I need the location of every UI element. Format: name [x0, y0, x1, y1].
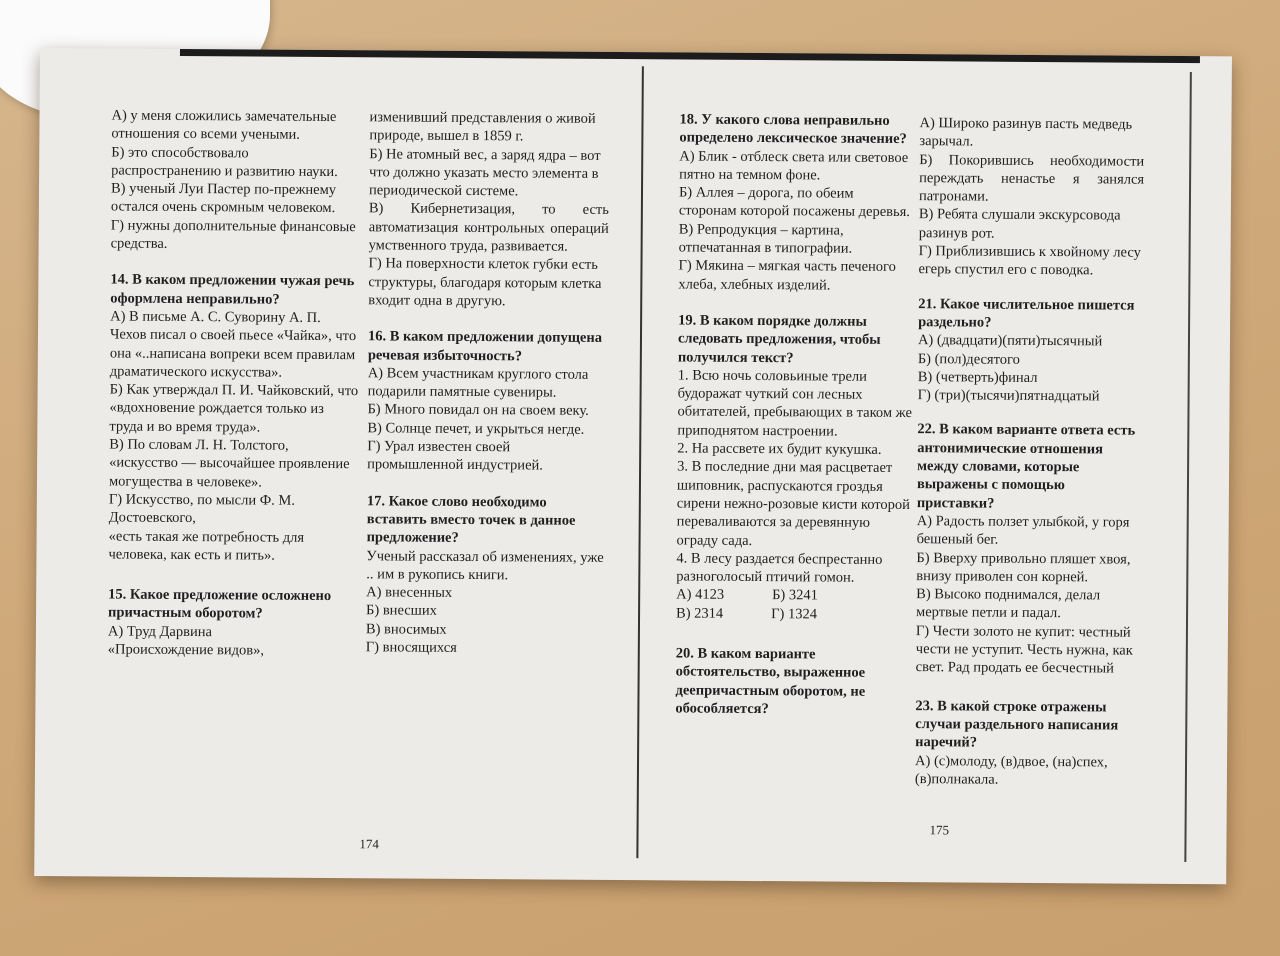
question-16: 16. В каком предложении допущена речевая избыточность?	[367, 328, 603, 364]
text-line: Б) Покорившись необходимости переждать ненастье я занялся патронами.	[918, 151, 1145, 205]
page-number-left: 174	[359, 836, 380, 852]
option: Г) Урал известен своей промышленной индустрией.	[367, 438, 543, 474]
option: В) Высоко поднимался, делал мертвые петли и падал.	[916, 586, 1101, 622]
question-19: 19. В каком порядке должны следовать предложения, чтобы получился текст?	[677, 312, 881, 366]
option: Г) Чести золото не купит: честный чести не уступит. Честь нужна, как свет. Рад продать ее бесчестный	[915, 622, 1133, 677]
column-2	[366, 108, 610, 658]
option: В) (четверть)финал	[917, 368, 1038, 386]
option: А) Радость ползет улыбкой, у горя бешеный бег.	[916, 513, 1130, 548]
question-15: 15. Какое предложение осложнено причастным оборотом?	[108, 586, 332, 622]
question-21: 21. Какое числительное пишется раздельно?	[918, 295, 1135, 331]
top-rule	[180, 49, 1200, 63]
text-line: Б) это способствовало распространению и развитию науки.	[111, 144, 338, 180]
option: А) Всем участникам круглого стола подарили памятные сувениры.	[367, 365, 589, 401]
page-divider	[636, 66, 644, 858]
answer-row	[676, 586, 911, 606]
option: А) (с)молоду, (в)двое, (на)спех, (в)полнакала.	[914, 752, 1108, 788]
document-sheet	[34, 48, 1232, 884]
question-22: 22. В каком варианте ответа есть антонимические отношения между словами, которые выражены с помощью приставки?	[916, 421, 1136, 512]
column-3	[675, 110, 914, 719]
text-line: 4. В лесу раздается беспрестанно разноголосый птичий гомон.	[676, 550, 883, 586]
option: Б) (пол)десятого	[917, 350, 1020, 368]
option: Г) (три)(тысячи)пятнадцатый	[917, 387, 1100, 405]
option: В) вносимых	[365, 621, 447, 638]
option: В) По словам Л. Н. Толстого, «искусство — высочайшее проявление могущества в человеке».	[108, 436, 350, 491]
text-line: Б) Не атомный вес, а заряд ядра – вот что должно указать место элемента в периодической системе.	[368, 145, 601, 200]
option: А) 4123	[676, 586, 725, 604]
option: Б) Как утверждал П. И. Чайковский, что «вдохновение рождается только из труда и во время труда».	[109, 381, 359, 436]
option: А) Труд Дарвина	[107, 623, 212, 640]
option: А) внесенных	[366, 584, 453, 602]
text-line: Г) нужны дополнительные финансовые средства.	[110, 217, 356, 252]
option: В) 2314	[676, 605, 724, 622]
question-17: 17. Какое слово необходимо вставить вместо точек в данное предложение?	[366, 492, 576, 547]
option: «есть такая же потребность для человека, как есть и пить».	[108, 528, 305, 564]
text-line: Ученый рассказал об изменениях, уже .. им в рукопись книги.	[366, 547, 604, 584]
text-line: 3. В последние дни мая расцветает шиповник, распускаются гроздья сирени нежно-розовые кисти которой переваливаются за деревянную ограду сада.	[676, 458, 910, 549]
text-line: А) у меня сложились замечательные отношения со всеми учеными.	[111, 107, 337, 144]
text-line: А) Широко разинув пасть медведь зарычал.	[919, 115, 1133, 150]
option: А) Блик - отблеск света или световое пятно на темном фоне.	[679, 148, 909, 184]
option: Б) Вверху привольно пляшет хвоя, внизу приволен сон корней.	[916, 549, 1131, 586]
text-line: Г) На поверхности клеток губки есть структуры, благодаря которым клетка входит одна в другую.	[368, 255, 602, 310]
text-line: 2. На рассвете их будит кукушка.	[677, 440, 882, 458]
option: В) Репродукция – картина, отпечатанная в типографии.	[678, 221, 853, 257]
question-23: 23. В какой строке отражены случаи раздельного написания наречий?	[915, 697, 1119, 751]
text-line: изменивший представления о живой природе, вышел в 1859 г.	[369, 109, 596, 145]
question-18: 18. У какого слова неправильно определено лексическое значение?	[679, 111, 907, 148]
option: Б) Много повидал он на своем веку.	[367, 401, 589, 420]
option: Б) внесших	[366, 602, 437, 620]
text-line: В) Ребята слушали экскурсовода разинув рот.	[918, 206, 1121, 242]
option: В) Солнце печет, и укрыться негде.	[367, 420, 585, 438]
option: Б) 3241	[772, 587, 818, 604]
option: Г) вносящихся	[365, 639, 457, 656]
option: А) (двадцати)(пяти)тысячный	[917, 332, 1103, 350]
text-line: 1. Всю ночь соловьиные трели будоражат чуткий сон лесных обитателей, пребывающих в таком же приподнятом настроении.	[677, 367, 913, 440]
page-number-right: 175	[929, 822, 950, 838]
option: Г) Мякина – мягкая часть печеного хлеба, хлебных изделий.	[678, 257, 896, 294]
text-line: В) Кибернетизация, то есть автоматизация контрольных операций умственного труда, развивается.	[368, 200, 609, 255]
answer-row	[676, 604, 911, 624]
question-14: 14. В каком предложении чужая речь оформлена неправильно?	[110, 271, 355, 308]
column-1	[108, 107, 362, 661]
option: А) В письме А. С. Суворину А. П. Чехов писал о своей пьесе «Чайка», что она «..написана вопреки всем правилам драматического искусства».	[109, 308, 357, 381]
right-margin-rule	[1184, 72, 1192, 862]
question-20: 20. В каком варианте обстоятельство, выраженное деепричастным оборотом, не обособляется?	[675, 645, 866, 718]
option: Г) Искусство, по мысли Ф. М. Достоевского,	[108, 491, 296, 527]
option: Г) 1324	[771, 605, 818, 623]
option: «Происхождение видов»,	[107, 641, 265, 659]
text-line: В) ученый Луи Пастер по-прежнему остался очень скромным человеком.	[110, 180, 337, 217]
text-line: Г) Приблизившись к хвойному лесу егерь спустил его с поводка.	[918, 243, 1141, 279]
option: Б) Аллея – дорога, по обеим сторонам которой посажены деревья.	[678, 184, 910, 221]
column-4	[915, 114, 1145, 790]
